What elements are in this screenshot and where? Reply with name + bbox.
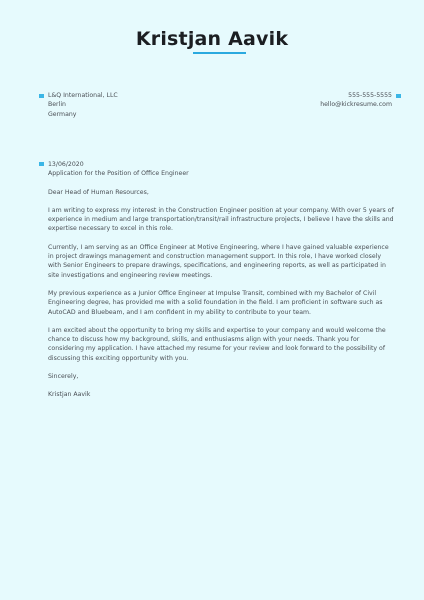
recipient-country: Germany: [48, 110, 77, 118]
recipient-marker-icon: [39, 94, 44, 98]
letter-signature: Kristjan Aavik: [48, 391, 91, 399]
letter-date: 13/06/2020: [48, 161, 84, 168]
recipient-address: [48, 91, 118, 119]
letter-subject: Application for the Position of Office Engineer: [48, 170, 189, 178]
sender-contact: [320, 91, 392, 110]
letter-paragraph: My previous experience as a Junior Office Engineer at Impulse Transit, combined with my Bachelor of Civil Engineering degree, has provided me with a solid foundation in the field. I am proficient in software such as AutoCAD and Bluebeam, and I am confident in my ability to contribute to your team.: [48, 289, 383, 316]
letter-body: [48, 160, 394, 400]
letter-paragraph: Currently, I am serving as an Office Engineer at Motive Engineering, where I have gained valuable experience in project drawings management and construction management support. In this role, I have worked closely with Senior Engineers to prepare drawings, specifications, and engineering reports, as well as participated in site investigations and engineering review meetings.: [48, 243, 389, 279]
letter-paragraph: I am writing to express my interest in the Construction Engineer position at your company. With over 5 years of experience in medium and large transportation/transit/rail infrastructure projects, I believe I have the skills and expertise necessary to excel in this role.: [48, 206, 394, 233]
contact-marker-icon: [396, 94, 401, 98]
date-marker-icon: [39, 162, 44, 166]
name-underline: [193, 52, 246, 54]
recipient-company: L&Q International, LLC: [48, 92, 118, 99]
letter-paragraph: I am excited about the opportunity to bring my skills and expertise to your company and would welcome the chance to discuss how my background, skills, and enthusiasms align with your needs. Thank you for considering my application. I have attached my resume for your review and look forward to the possibility of discussing this exciting opportunity with you.: [48, 326, 386, 362]
sender-email: hello@kickresume.com: [320, 101, 392, 109]
applicant-name: Kristjan Aavik: [135, 28, 289, 50]
recipient-city: Berlin: [48, 101, 66, 109]
letter-greeting: Dear Head of Human Resources,: [48, 188, 149, 196]
letter-closing: Sincerely,: [48, 373, 79, 381]
sender-phone: 555-555-5555: [348, 92, 392, 99]
